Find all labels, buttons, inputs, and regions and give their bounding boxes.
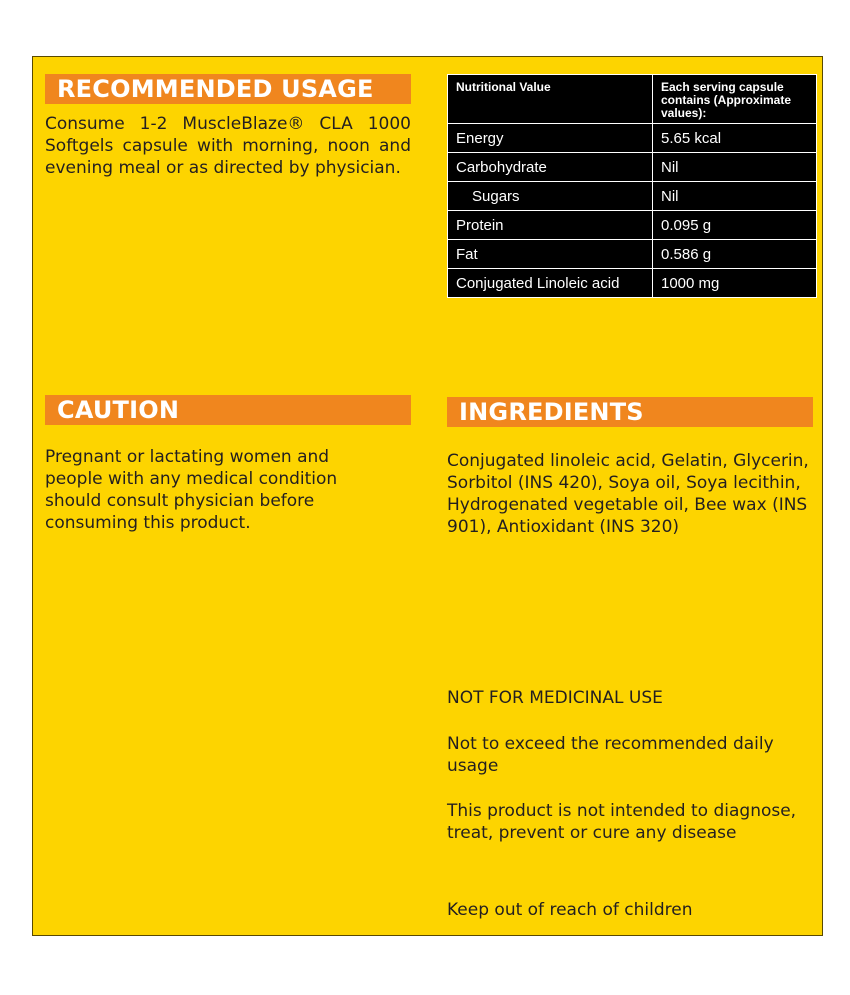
table-row bbox=[448, 269, 817, 298]
recommended-usage-text: Consume 1-2 MuscleBlaze® CLA 1000 Softgels capsule with morning, noon and evening meal or as directed by physician. bbox=[45, 114, 411, 178]
nutrient-value: 1000 mg bbox=[653, 269, 817, 298]
nutrient-name: Carbohydrate bbox=[448, 153, 653, 182]
table-row bbox=[448, 240, 817, 269]
nutrition-table-header-row bbox=[448, 75, 817, 124]
nutrient-name: Fat bbox=[448, 240, 653, 269]
table-row bbox=[448, 124, 817, 153]
caution-text: Pregnant or lactating women and people with any medical condition should consult physician before consuming this product. bbox=[45, 447, 338, 533]
nutrient-value: Nil bbox=[653, 153, 817, 182]
ingredients-text: Conjugated linoleic acid, Gelatin, Glycerin, Sorbitol (INS 420), Soya oil, Soya lecithin, Hydrogenated vegetable oil, Bee wax (INS 901), Antioxidant (INS 320) bbox=[447, 451, 809, 537]
table-row bbox=[448, 182, 817, 211]
table-row bbox=[448, 153, 817, 182]
notice-daily-usage: Not to exceed the recommended daily usage bbox=[447, 734, 774, 776]
nutrient-value: Nil bbox=[653, 182, 817, 211]
label-panel bbox=[32, 56, 823, 936]
nutrient-value: 0.095 g bbox=[653, 211, 817, 240]
nutrient-name: Sugars bbox=[448, 182, 653, 211]
notice-not-medicinal: NOT FOR MEDICINAL USE bbox=[447, 688, 663, 708]
table-row bbox=[448, 211, 817, 240]
nutrient-name: Protein bbox=[448, 211, 653, 240]
notice-not-intended: This product is not intended to diagnose, treat, prevent or cure any disease bbox=[447, 801, 797, 843]
recommended-usage-heading: RECOMMENDED USAGE bbox=[45, 74, 411, 104]
caution-heading: CAUTION bbox=[45, 395, 411, 425]
notice-keep-away-children: Keep out of reach of children bbox=[447, 900, 693, 920]
ingredients-heading: INGREDIENTS bbox=[447, 397, 813, 427]
nutrient-value: 5.65 kcal bbox=[653, 124, 817, 153]
nutrition-header-value: Each serving capsule contains (Approximate values): bbox=[653, 75, 817, 124]
nutrient-name: Energy bbox=[448, 124, 653, 153]
nutrient-value: 0.586 g bbox=[653, 240, 817, 269]
nutrient-name: Conjugated Linoleic acid bbox=[448, 269, 653, 298]
nutrition-header-name: Nutritional Value bbox=[448, 75, 653, 124]
nutrition-table bbox=[447, 74, 817, 298]
